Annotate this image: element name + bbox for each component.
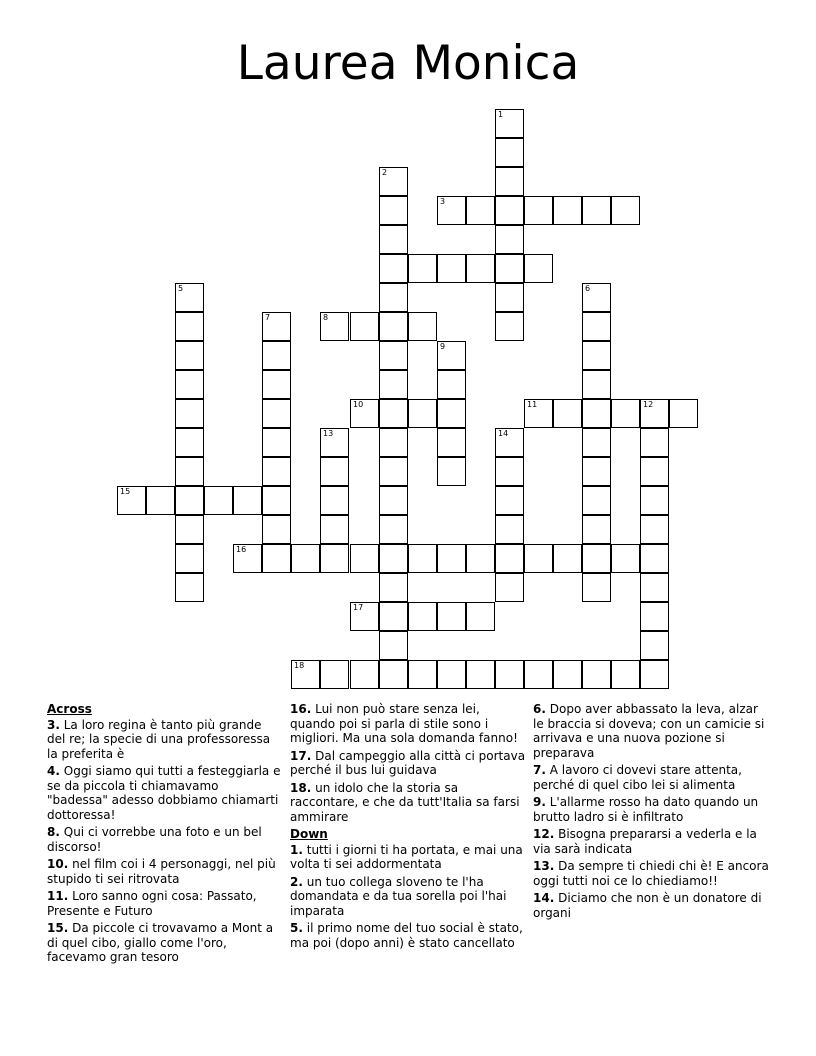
grid-cell[interactable]: [611, 544, 640, 573]
cell-number: 3: [440, 197, 446, 206]
grid-cell[interactable]: [640, 602, 669, 631]
grid-cell[interactable]: [262, 544, 291, 573]
grid-cell[interactable]: [379, 254, 408, 283]
grid-cell[interactable]: [320, 457, 349, 486]
grid-cell[interactable]: [262, 370, 291, 399]
grid-cell-2[interactable]: [379, 167, 408, 196]
grid-cell[interactable]: [582, 573, 611, 602]
clues-column-3: [533, 702, 769, 923]
grid-cell[interactable]: [175, 370, 204, 399]
grid-cell[interactable]: [553, 399, 582, 428]
grid-cell-18[interactable]: [291, 660, 320, 689]
grid-cell[interactable]: [379, 428, 408, 457]
grid-cell[interactable]: [379, 544, 408, 573]
grid-cell-14[interactable]: [495, 428, 524, 457]
grid-cell[interactable]: [146, 486, 175, 515]
grid-cell[interactable]: [262, 486, 291, 515]
grid-cell[interactable]: [262, 457, 291, 486]
clue-across-3: 3. La loro regina è tanto più grande del re; la specie di una professoressa la preferita è: [47, 717, 271, 761]
grid-cell[interactable]: [611, 399, 640, 428]
clue-down-5: 5. il primo nome del tuo social è stato, ma poi (dopo anni) è stato cancellato: [290, 921, 523, 950]
cell-number: 14: [498, 429, 509, 438]
grid-cell[interactable]: [582, 312, 611, 341]
grid-cell[interactable]: [408, 544, 437, 573]
grid-cell[interactable]: [495, 196, 524, 225]
grid-cell[interactable]: [582, 515, 611, 544]
grid-cell[interactable]: [582, 341, 611, 370]
grid-cell[interactable]: [495, 457, 524, 486]
grid-cell[interactable]: [262, 428, 291, 457]
grid-cell-17[interactable]: [350, 602, 379, 631]
grid-cell[interactable]: [350, 312, 379, 341]
grid-cell-5[interactable]: [175, 283, 204, 312]
clue-down-9: 9. L'allarme rosso ha dato quando un brutto ladro si è infiltrato: [533, 795, 759, 824]
grid-cell[interactable]: [320, 544, 349, 573]
grid-cell[interactable]: [553, 544, 582, 573]
grid-cell[interactable]: [379, 660, 408, 689]
grid-cell[interactable]: [379, 515, 408, 544]
cell-number: 12: [643, 400, 654, 409]
clue-down-6: 6. Dopo aver abbassato la leva, alzar le braccia si doveva; con un camicie si arrivava e una nuova pozione si preparava: [533, 702, 765, 760]
grid-cell[interactable]: [524, 660, 553, 689]
clue-down-13: 13. Da sempre ti chiedi chi è! E ancora oggi tutti noi ce lo chiediamo!!: [533, 859, 769, 888]
clue-across-16: 16. Lui non può stare senza lei, quando poi si parla di stile sono i migliori. Ma una sola domanda fanno!: [290, 702, 518, 745]
grid-cell[interactable]: [437, 544, 466, 573]
grid-cell[interactable]: [553, 660, 582, 689]
grid-cell[interactable]: [495, 167, 524, 196]
grid-cell[interactable]: [175, 312, 204, 341]
grid-cell[interactable]: [640, 544, 669, 573]
grid-cell[interactable]: [175, 341, 204, 370]
grid-cell[interactable]: [524, 254, 553, 283]
grid-cell[interactable]: [379, 341, 408, 370]
grid-cell[interactable]: [640, 428, 669, 457]
grid-cell[interactable]: [582, 660, 611, 689]
grid-cell[interactable]: [582, 457, 611, 486]
grid-cell[interactable]: [379, 457, 408, 486]
clue-across-4: 4. Oggi siamo qui tutti a festeggiarla e se da piccola ti chiamavamo "badessa" adesso dobbiamo chiamarti dottoressa!: [47, 764, 281, 822]
grid-cell[interactable]: [320, 515, 349, 544]
grid-cell[interactable]: [495, 312, 524, 341]
cell-number: 5: [178, 284, 184, 293]
clue-across-8: 8. Qui ci vorrebbe una foto e un bel discorso!: [47, 825, 262, 854]
clue-down-12: 12. Bisogna prepararsi a vederla e la via sarà indicata: [533, 827, 757, 856]
puzzle-title: Laurea Monica: [236, 36, 580, 91]
grid-cell[interactable]: [495, 660, 524, 689]
grid-cell[interactable]: [495, 283, 524, 312]
grid-cell[interactable]: [553, 196, 582, 225]
cell-number: 6: [585, 284, 591, 293]
grid-cell[interactable]: [466, 660, 495, 689]
grid-cell[interactable]: [582, 486, 611, 515]
grid-cell[interactable]: [379, 283, 408, 312]
cell-number: 2: [382, 168, 388, 177]
grid-cell-11[interactable]: [524, 399, 553, 428]
grid-cell[interactable]: [262, 341, 291, 370]
cell-number: 17: [353, 603, 364, 612]
down-heading: Down: [290, 827, 328, 841]
grid-cell[interactable]: [582, 544, 611, 573]
grid-cell[interactable]: [437, 399, 466, 428]
grid-cell-15[interactable]: [117, 486, 146, 515]
grid-cell[interactable]: [262, 515, 291, 544]
grid-cell[interactable]: [262, 399, 291, 428]
grid-cell[interactable]: [379, 486, 408, 515]
grid-cell[interactable]: [524, 544, 553, 573]
grid-cell[interactable]: [379, 225, 408, 254]
clue-down-14: 14. Diciamo che non è un donatore di organi: [533, 891, 762, 920]
grid-cell[interactable]: [437, 602, 466, 631]
grid-cell[interactable]: [175, 457, 204, 486]
grid-cell[interactable]: [175, 428, 204, 457]
grid-cell[interactable]: [408, 312, 437, 341]
cell-number: 16: [236, 545, 247, 554]
grid-cell[interactable]: [640, 515, 669, 544]
grid-cell[interactable]: [640, 457, 669, 486]
grid-cell[interactable]: [582, 196, 611, 225]
grid-cell[interactable]: [408, 254, 437, 283]
grid-cell[interactable]: [466, 254, 495, 283]
grid-cell-12[interactable]: [640, 399, 669, 428]
clues-column-1: [47, 702, 283, 968]
grid-cell[interactable]: [495, 515, 524, 544]
grid-cell[interactable]: [495, 254, 524, 283]
grid-cell[interactable]: [582, 370, 611, 399]
grid-cell-1[interactable]: [495, 109, 524, 138]
grid-cell[interactable]: [379, 370, 408, 399]
grid-cell[interactable]: [495, 138, 524, 167]
grid-cell[interactable]: [408, 399, 437, 428]
cell-number: 15: [120, 487, 131, 496]
grid-cell[interactable]: [466, 196, 495, 225]
cell-number: 7: [265, 313, 271, 322]
grid-cell[interactable]: [175, 515, 204, 544]
grid-cell[interactable]: [640, 660, 669, 689]
cell-number: 9: [440, 342, 446, 351]
grid-cell[interactable]: [379, 573, 408, 602]
grid-cell[interactable]: [175, 573, 204, 602]
cell-number: 13: [323, 429, 334, 438]
grid-cell[interactable]: [611, 196, 640, 225]
grid-cell[interactable]: [495, 225, 524, 254]
grid-cell[interactable]: [640, 573, 669, 602]
grid-cell[interactable]: [466, 544, 495, 573]
grid-cell[interactable]: [379, 631, 408, 660]
cell-number: 1: [498, 110, 504, 119]
grid-cell[interactable]: [669, 399, 698, 428]
grid-cell[interactable]: [495, 573, 524, 602]
grid-cell[interactable]: [495, 486, 524, 515]
grid-cell[interactable]: [175, 399, 204, 428]
grid-cell[interactable]: [320, 660, 349, 689]
grid-cell[interactable]: [640, 631, 669, 660]
grid-cell[interactable]: [466, 602, 495, 631]
clue-across-18: 18. un idolo che la storia sa raccontare, e che da tutt'Italia sa farsi ammirare: [290, 780, 520, 824]
clue-down-2: 2. un tuo collega sloveno te l'ha domandata e da tua sorella poi l'hai imparata: [290, 874, 507, 918]
grid-cell-6[interactable]: [582, 283, 611, 312]
cell-number: 18: [294, 661, 305, 670]
grid-cell[interactable]: [379, 312, 408, 341]
cell-number: 10: [353, 400, 364, 409]
grid-cell-9[interactable]: [437, 341, 466, 370]
grid-cell[interactable]: [495, 544, 524, 573]
grid-cell[interactable]: [582, 428, 611, 457]
grid-cell[interactable]: [233, 486, 262, 515]
grid-cell[interactable]: [175, 486, 204, 515]
clue-across-10: 10. nel film coi i 4 personaggi, nel più stupido ti sei ritrovata: [47, 857, 276, 886]
grid-cell[interactable]: [175, 544, 204, 573]
grid-cell-7[interactable]: [262, 312, 291, 341]
clue-across-17: 17. Dal campeggio alla città ci portava perché il bus lui guidava: [290, 748, 526, 777]
clue-across-11: 11. Loro sanno ogni cosa: Passato, Presente e Futuro: [47, 889, 257, 918]
cell-number: 11: [527, 400, 538, 409]
grid-cell[interactable]: [379, 196, 408, 225]
across-heading: Across: [47, 702, 92, 716]
grid-cell[interactable]: [437, 457, 466, 486]
grid-cell[interactable]: [379, 399, 408, 428]
grid-cell-10[interactable]: [350, 399, 379, 428]
grid-cell[interactable]: [379, 602, 408, 631]
grid-cell-3[interactable]: [437, 196, 466, 225]
grid-cell[interactable]: [437, 660, 466, 689]
clue-across-15: 15. Da piccole ci trovavamo a Mont a di quel cibo, giallo come l'oro, facevamo gran tesoro: [47, 921, 274, 964]
grid-cell-8[interactable]: [320, 312, 349, 341]
grid-cell[interactable]: [437, 254, 466, 283]
grid-cell[interactable]: [611, 660, 640, 689]
grid-cell[interactable]: [408, 660, 437, 689]
grid-cell-16[interactable]: [233, 544, 262, 573]
grid-cell[interactable]: [350, 660, 379, 689]
clue-down-7: 7. A lavoro ci dovevi stare attenta, perché di quel cibo lei si alimenta: [533, 763, 742, 792]
grid-cell[interactable]: [524, 196, 553, 225]
grid-cell[interactable]: [437, 428, 466, 457]
grid-cell[interactable]: [291, 544, 320, 573]
grid-cell[interactable]: [204, 486, 233, 515]
grid-cell[interactable]: [408, 602, 437, 631]
grid-cell[interactable]: [437, 370, 466, 399]
grid-cell[interactable]: [582, 399, 611, 428]
clue-down-1: 1. tutti i giorni ti ha portata, e mai una volta ti sei addormentata: [290, 842, 523, 871]
grid-cell[interactable]: [320, 486, 349, 515]
grid-cell[interactable]: [640, 486, 669, 515]
grid-cell-13[interactable]: [320, 428, 349, 457]
cell-number: 8: [323, 313, 329, 322]
clues-column-2: [290, 702, 526, 953]
grid-cell[interactable]: [350, 544, 379, 573]
